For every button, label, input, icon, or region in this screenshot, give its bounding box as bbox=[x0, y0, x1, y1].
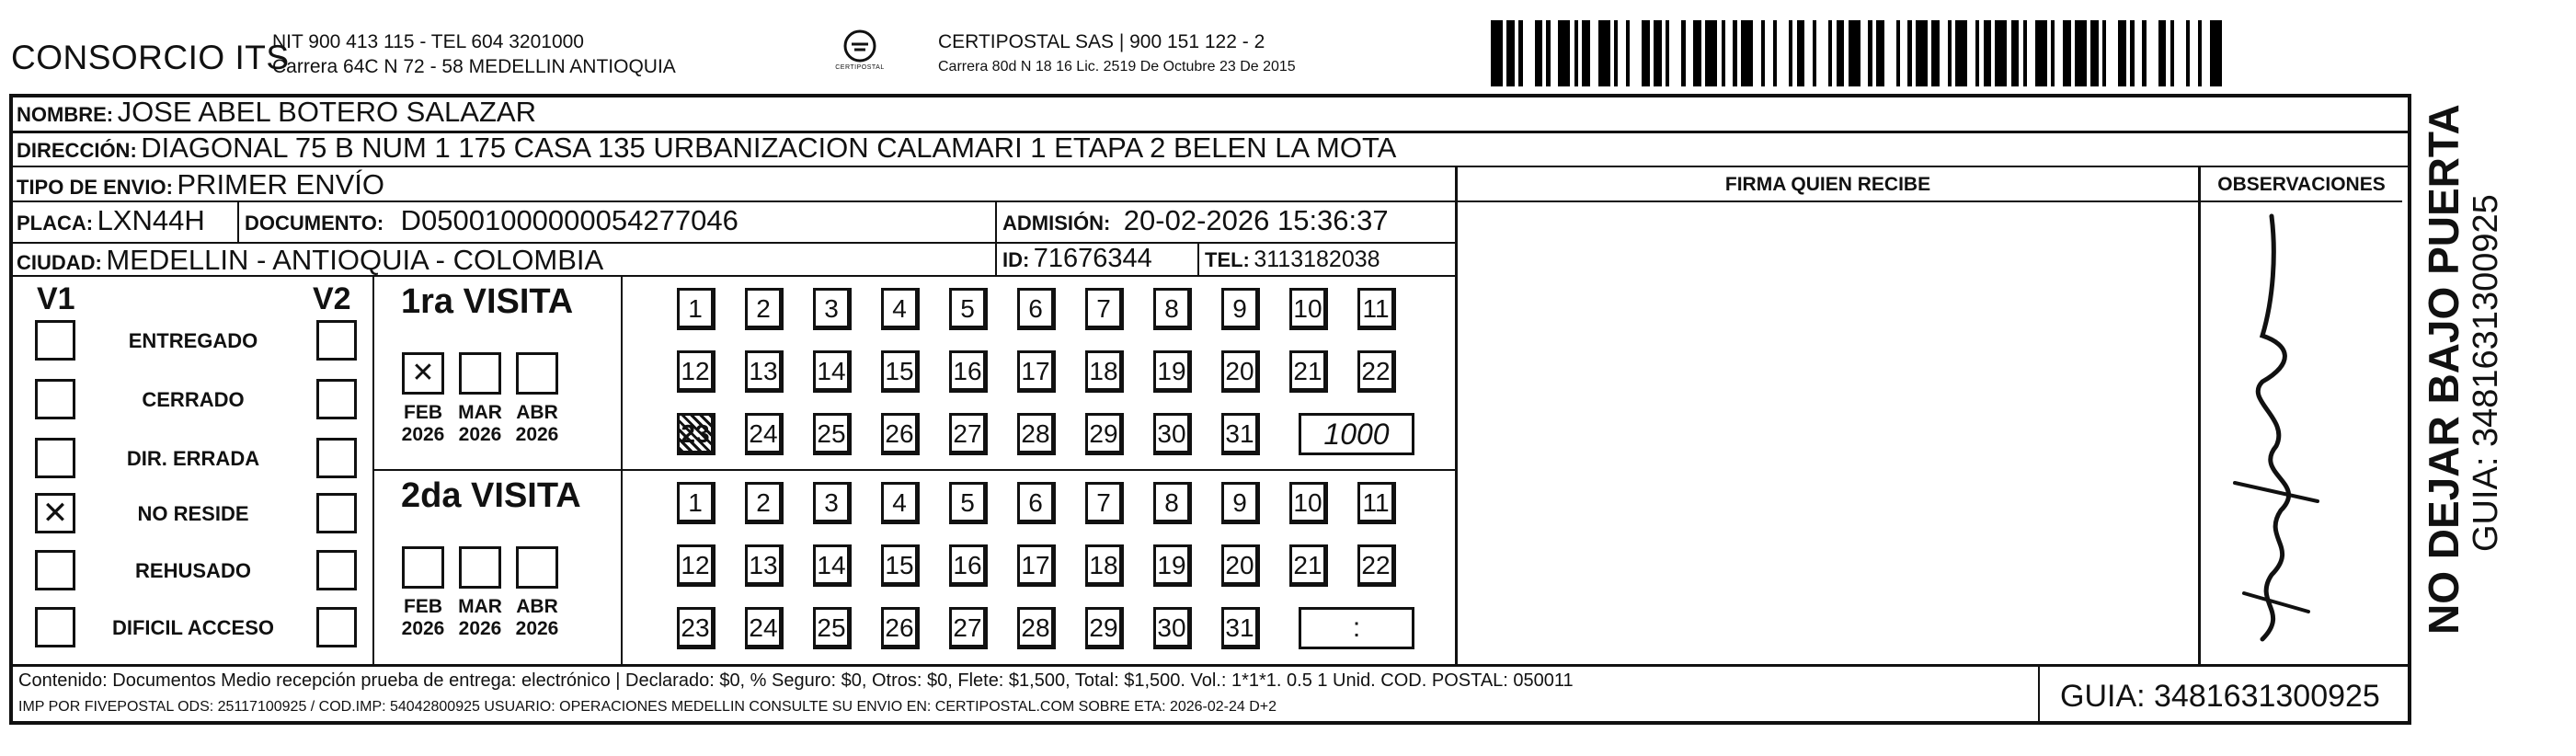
day-box[interactable]: 5 bbox=[949, 288, 988, 330]
day-box[interactable]: 3 bbox=[813, 482, 852, 524]
brand-name: CONSORCIO ITS bbox=[11, 39, 290, 76]
day-box[interactable]: 4 bbox=[881, 482, 920, 524]
month-year: 2026 bbox=[515, 618, 559, 639]
day-box[interactable]: 21 bbox=[1289, 544, 1328, 587]
day-box[interactable]: 27 bbox=[949, 413, 988, 455]
month-checkbox[interactable]: ✕ bbox=[402, 352, 444, 395]
side-guia: GUIA: 3481631300925 bbox=[2467, 194, 2505, 552]
field-placa: PLACA: LXN44H bbox=[17, 204, 205, 236]
month-year: 2026 bbox=[515, 424, 559, 445]
field-admision: ADMISIÓN: 20-02-2026 15:36:37 bbox=[1002, 204, 1389, 236]
day-box[interactable]: 1 bbox=[677, 288, 716, 330]
month-label bbox=[510, 402, 564, 446]
v2-checkbox[interactable] bbox=[316, 607, 357, 647]
certipostal-logo bbox=[832, 28, 887, 71]
day-box[interactable]: 30 bbox=[1153, 413, 1192, 455]
v2-checkbox[interactable] bbox=[316, 493, 357, 533]
month-checkbox[interactable] bbox=[516, 352, 558, 395]
day-box[interactable]: 9 bbox=[1221, 288, 1260, 330]
v1-checkbox[interactable] bbox=[35, 607, 75, 647]
day-box[interactable]: 15 bbox=[881, 544, 920, 587]
day-box[interactable]: 28 bbox=[1017, 607, 1056, 649]
month-label bbox=[510, 596, 564, 640]
month-name: ABR bbox=[516, 402, 558, 423]
day-box[interactable]: 20 bbox=[1221, 544, 1260, 587]
month-year: 2026 bbox=[458, 618, 502, 639]
v1-checkbox[interactable] bbox=[35, 438, 75, 478]
day-box[interactable]: 24 bbox=[745, 413, 784, 455]
day-box[interactable]: 17 bbox=[1017, 350, 1056, 393]
logo-text: CERTIPOSTAL bbox=[835, 64, 885, 71]
day-box[interactable]: 12 bbox=[677, 544, 716, 587]
day-box[interactable]: 18 bbox=[1085, 544, 1124, 587]
day-box[interactable]: 23 bbox=[677, 607, 716, 649]
month-name: MAR bbox=[458, 402, 502, 423]
field-direccion: DIRECCIÓN: DIAGONAL 75 B NUM 1 175 CASA 135 URBANIZACION CALAMARI 1 ETAPA 2 BELEN LA MOTA bbox=[17, 132, 1397, 164]
month-checkbox[interactable] bbox=[459, 352, 501, 395]
day-box[interactable]: 11 bbox=[1357, 482, 1396, 524]
day-box[interactable]: 21 bbox=[1289, 350, 1328, 393]
day-box[interactable]: 12 bbox=[677, 350, 716, 393]
observaciones-header: OBSERVACIONES bbox=[2217, 174, 2386, 195]
day-box[interactable]: 31 bbox=[1221, 413, 1260, 455]
day-box[interactable]: 22 bbox=[1357, 544, 1396, 587]
day-box[interactable]: 24 bbox=[745, 607, 784, 649]
day-box[interactable]: 6 bbox=[1017, 482, 1056, 524]
month-checkbox[interactable] bbox=[516, 546, 558, 589]
handwritten-signature bbox=[2207, 207, 2400, 658]
day-box[interactable]: 11 bbox=[1357, 288, 1396, 330]
field-documento: DOCUMENTO: D05001000000054277046 bbox=[245, 204, 738, 236]
day-box[interactable]: 20 bbox=[1221, 350, 1260, 393]
sender-address: Carrera 64C N 72 - 58 MEDELLIN ANTIOQUIA bbox=[272, 56, 676, 77]
visit-title: 1ra VISITA bbox=[401, 282, 574, 321]
time-box[interactable]: : bbox=[1299, 607, 1414, 649]
month-year: 2026 bbox=[401, 424, 445, 445]
day-box[interactable]: 28 bbox=[1017, 413, 1056, 455]
day-box[interactable]: 13 bbox=[745, 544, 784, 587]
day-box[interactable]: 17 bbox=[1017, 544, 1056, 587]
footer-contenido: Contenido: Documentos Medio recepción prueba de entrega: electrónico | Declarado: $0, % Seguro: $0, Otros: $0, Flete: $1,500, Total: $1,500. Vol.: 1*1*1. 0.5 1 Unid. COD. POSTAL: 050011 bbox=[18, 670, 1574, 691]
motivo-label: DIR. ERRADA bbox=[126, 447, 260, 470]
motivo-label: NO RESIDE bbox=[137, 502, 249, 525]
no-dejar-bajo-puerta: NO DEJAR BAJO PUERTA bbox=[2420, 104, 2467, 635]
day-box[interactable]: 10 bbox=[1289, 288, 1328, 330]
day-box[interactable]: 25 bbox=[813, 413, 852, 455]
month-checkbox[interactable] bbox=[402, 546, 444, 589]
motivo-label: ENTREGADO bbox=[128, 329, 258, 352]
field-tipo-envio: TIPO DE ENVIO: PRIMER ENVÍO bbox=[17, 168, 385, 200]
motivo-label: REHUSADO bbox=[135, 559, 251, 582]
month-name: FEB bbox=[404, 596, 442, 617]
day-box[interactable]: 25 bbox=[813, 607, 852, 649]
day-box[interactable]: 2 bbox=[745, 482, 784, 524]
v2-checkbox[interactable] bbox=[316, 379, 357, 419]
day-box[interactable]: 7 bbox=[1085, 482, 1124, 524]
day-box[interactable]: 26 bbox=[881, 413, 920, 455]
day-box[interactable]: 14 bbox=[813, 350, 852, 393]
field-nombre: NOMBRE: JOSE ABEL BOTERO SALAZAR bbox=[17, 96, 536, 128]
v2-checkbox[interactable] bbox=[316, 550, 357, 590]
day-box[interactable]: 27 bbox=[949, 607, 988, 649]
day-box[interactable]: 14 bbox=[813, 544, 852, 587]
carrier-info bbox=[938, 29, 1296, 76]
day-box[interactable]: 29 bbox=[1085, 413, 1124, 455]
v1-checkbox[interactable] bbox=[35, 379, 75, 419]
sender-nit: NIT 900 413 115 - TEL 604 3201000 bbox=[272, 31, 584, 52]
v2-label: V2 bbox=[313, 281, 351, 316]
day-box[interactable]: 10 bbox=[1289, 482, 1328, 524]
day-box[interactable]: 6 bbox=[1017, 288, 1056, 330]
field-tel: TEL: 3113182038 bbox=[1205, 246, 1380, 272]
v2-checkbox[interactable] bbox=[316, 438, 357, 478]
day-box[interactable]: 1 bbox=[677, 482, 716, 524]
v1-checkbox[interactable] bbox=[35, 320, 75, 361]
day-box[interactable]: 26 bbox=[881, 607, 920, 649]
day-box[interactable]: 19 bbox=[1153, 544, 1192, 587]
motivo-label: DIFICIL ACCESO bbox=[111, 616, 274, 639]
v2-checkbox[interactable] bbox=[316, 320, 357, 361]
day-box[interactable]: 13 bbox=[745, 350, 784, 393]
footer-guia: GUIA: 3481631300925 bbox=[2060, 679, 2380, 714]
day-box[interactable]: 8 bbox=[1153, 288, 1192, 330]
motivo-label: CERRADO bbox=[142, 388, 245, 411]
day-box[interactable]: 5 bbox=[949, 482, 988, 524]
day-box[interactable]: 16 bbox=[949, 350, 988, 393]
time-box[interactable]: 1000 bbox=[1299, 413, 1414, 455]
day-box[interactable]: 16 bbox=[949, 544, 988, 587]
day-box[interactable]: 31 bbox=[1221, 607, 1260, 649]
logo-icon bbox=[841, 28, 878, 64]
day-box[interactable]: 23 bbox=[677, 413, 716, 455]
day-box[interactable]: 2 bbox=[745, 288, 784, 330]
day-box[interactable]: 18 bbox=[1085, 350, 1124, 393]
field-id: ID: 71676344 bbox=[1002, 244, 1152, 273]
day-box[interactable]: 7 bbox=[1085, 288, 1124, 330]
month-name: FEB bbox=[404, 402, 442, 423]
month-year: 2026 bbox=[458, 424, 502, 445]
carrier-license: Carrera 80d N 18 16 Lic. 2519 De Octubre 23 De 2015 bbox=[938, 59, 1296, 74]
carrier-name: CERTIPOSTAL SAS | 900 151 122 - 2 bbox=[938, 31, 1265, 52]
day-box[interactable]: 8 bbox=[1153, 482, 1192, 524]
tracking-barcode bbox=[1491, 20, 2227, 86]
month-label bbox=[396, 596, 450, 640]
sender-info bbox=[272, 29, 676, 79]
day-box[interactable]: 22 bbox=[1357, 350, 1396, 393]
month-name: ABR bbox=[516, 596, 558, 617]
day-box[interactable]: 15 bbox=[881, 350, 920, 393]
month-label bbox=[453, 596, 507, 640]
v1-checkbox[interactable]: ✕ bbox=[35, 493, 75, 533]
month-label bbox=[396, 402, 450, 446]
month-checkbox[interactable] bbox=[459, 546, 501, 589]
month-name: MAR bbox=[458, 596, 502, 617]
day-box[interactable]: 3 bbox=[813, 288, 852, 330]
month-year: 2026 bbox=[401, 618, 445, 639]
month-label bbox=[453, 402, 507, 446]
day-box[interactable]: 30 bbox=[1153, 607, 1192, 649]
day-box[interactable]: 4 bbox=[881, 288, 920, 330]
visit-title: 2da VISITA bbox=[401, 476, 581, 515]
v1-checkbox[interactable] bbox=[35, 550, 75, 590]
day-box[interactable]: 19 bbox=[1153, 350, 1192, 393]
day-box[interactable]: 29 bbox=[1085, 607, 1124, 649]
footer-impresion: IMP POR FIVEPOSTAL ODS: 25117100925 / COD.IMP: 54042800925 USUARIO: OPERACIONES MEDELLIN CONSULTE SU ENVIO EN: CERTIPOSTAL.COM SOBRE ETA: 2026-02-24 D+2 bbox=[18, 699, 1277, 715]
day-box[interactable]: 9 bbox=[1221, 482, 1260, 524]
firma-header: FIRMA QUIEN RECIBE bbox=[1724, 174, 1931, 195]
field-ciudad: CIUDAD: MEDELLIN - ANTIOQUIA - COLOMBIA bbox=[17, 244, 604, 276]
v1-label: V1 bbox=[37, 281, 75, 316]
